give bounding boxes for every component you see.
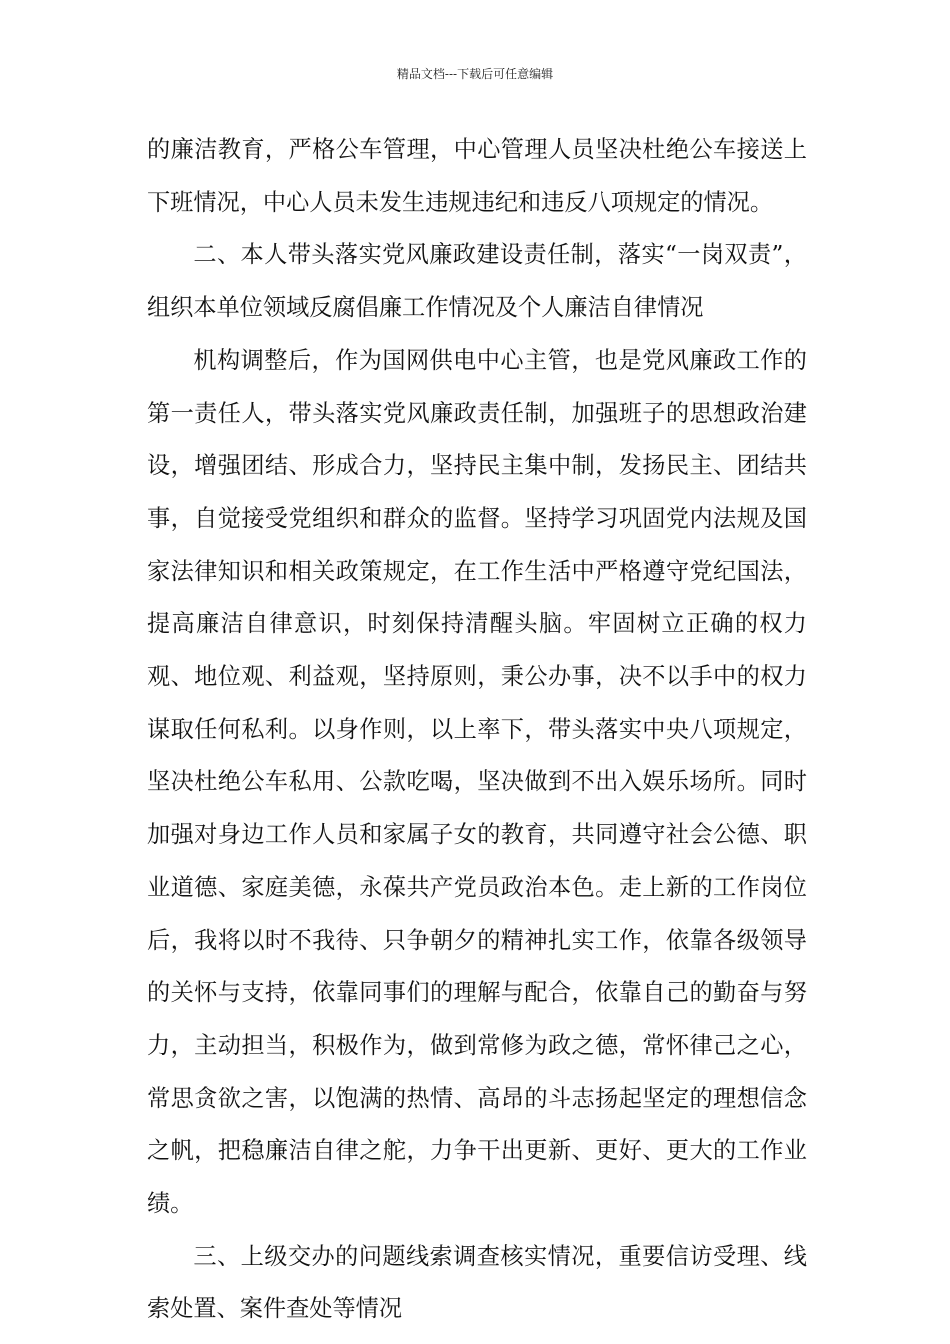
page-header: 精品文档---下载后可任意编辑 — [396, 67, 554, 81]
paragraph-section-two-body: 机构调整后，作为国网供电中心主管，也是党风廉政工作的第一责任人，带头落实党风廉政责任制，加强班子的思想政治建设，增强团结、形成合力，坚持民主集中制，发扬民主、团结共事，自觉接受党组织和群众的监督。坚持学习巩固党内法规及国家法律知识和相关政策规定，在工作生活中严格遵守党纪国法，提高廉洁自律意识，时刻保持清醒头脑。牢固树立正确的权力观、地位观、利益观，坚持原则，秉公办事，决不以手中的权力谋取任何私利。以身作则，以上率下，带头落实中央八项规定，坚决杜绝公车私用、公款吃喝，坚决做到不出入娱乐场所。同时加强对身边工作人员和家属子女的教育，共同遵守社会公德、职业道德、家庭美德，永葆共产党员政治本色。走上新的工作岗位后，我将以时不我待、只争朝夕的精神扎实工作，依靠各级领导的关怀与支持，依靠同事们的理解与配合，依靠自己的勤奋与努力，主动担当，积极作为，做到常修为政之德，常怀律己之心，常思贪欲之害，以饱满的热情、高昂的斗志扬起坚定的理想信念之帆，把稳廉洁自律之舵，力争干出更新、更好、更大的工作业绩。 — [147, 346, 807, 1218]
paragraph-section-two-heading: 二、本人带头落实党风廉政建设责任制，落实“一岗双责”，组织本单位领域反腐倡廉工作情况及个人廉洁自律情况 — [147, 241, 807, 322]
document-body — [147, 124, 807, 1336]
paragraph-section-three-heading: 三、上级交办的问题线索调查核实情况，重要信访受理、线索处置、案件查处等情况 — [147, 1242, 807, 1323]
paragraph-continuation: 的廉洁教育，严格公车管理，中心管理人员坚决杜绝公车接送上下班情况，中心人员未发生违规违纪和违反八项规定的情况。 — [147, 136, 807, 216]
